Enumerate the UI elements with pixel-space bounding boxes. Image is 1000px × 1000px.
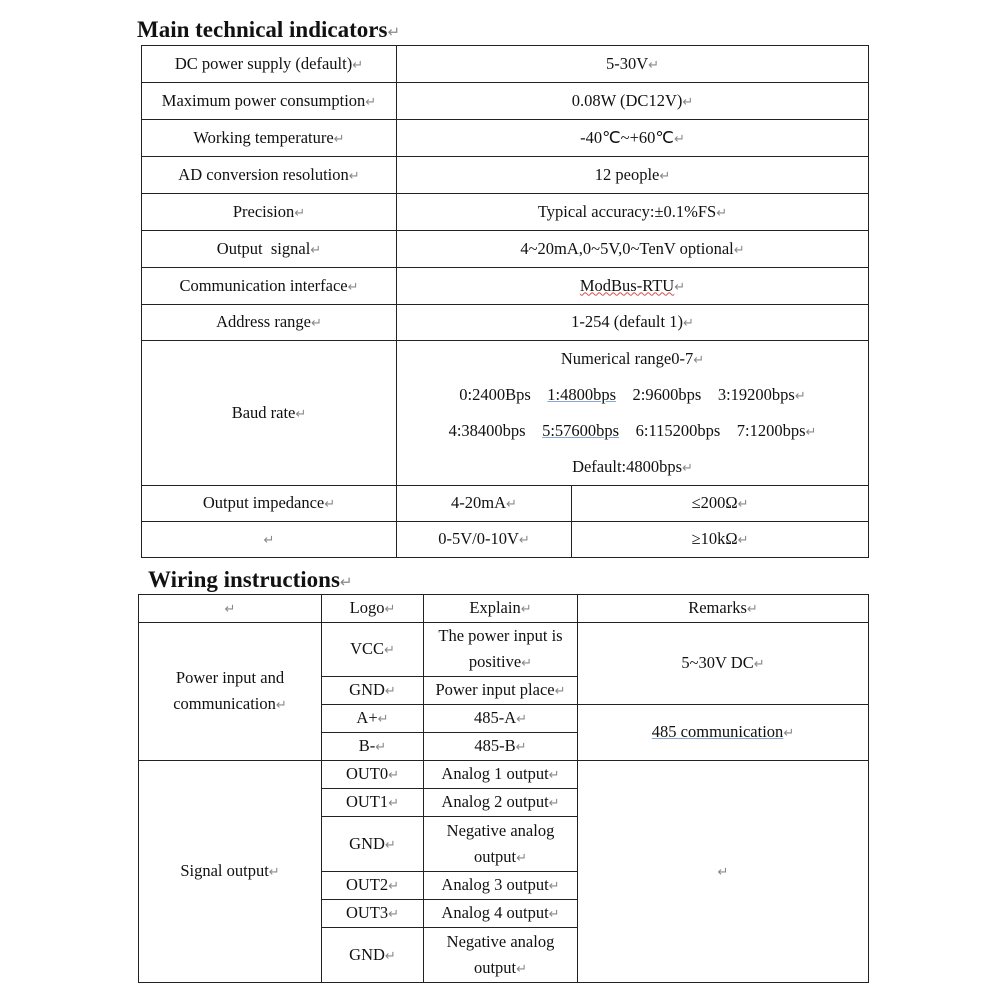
logo-cell: GND↵ bbox=[322, 677, 424, 705]
group-label-signal: Signal output↵ bbox=[139, 761, 322, 983]
baud-default-text: Default:4800bps↵ bbox=[572, 457, 693, 476]
remark-comm: 485 communication↵ bbox=[578, 705, 869, 761]
row-label: Maximum power consumption↵ bbox=[142, 83, 397, 120]
row-value: 4~20mA,0~5V,0~TenV optional↵ bbox=[397, 231, 869, 268]
remark-power: 5~30V DC↵ bbox=[578, 623, 869, 705]
table-header-row bbox=[139, 595, 869, 623]
explain-cell: Analog 2 output↵ bbox=[424, 789, 578, 817]
impedance-type: 0-5V/0-10V↵ bbox=[397, 522, 572, 558]
empty-header-cell: ↵ bbox=[139, 595, 322, 623]
table-row bbox=[142, 120, 869, 157]
group-label-power: Power input and communication↵ bbox=[139, 623, 322, 761]
impedance-type: 4-20mA↵ bbox=[397, 486, 572, 522]
row-value: Typical accuracy:±0.1%FS↵ bbox=[397, 194, 869, 231]
logo-cell: VCC↵ bbox=[322, 623, 424, 677]
explain-cell: Power input place↵ bbox=[424, 677, 578, 705]
logo-cell: OUT2↵ bbox=[322, 872, 424, 900]
remark-empty: ↵ bbox=[578, 761, 869, 983]
impedance-value: ≤200Ω↵ bbox=[572, 486, 869, 522]
row-value: 12 people↵ bbox=[397, 157, 869, 194]
baud-rate-row bbox=[142, 341, 869, 486]
table-row bbox=[142, 157, 869, 194]
explain-cell: Analog 1 output↵ bbox=[424, 761, 578, 789]
baud-range-text: Numerical range0-7↵ bbox=[560, 349, 705, 368]
technical-indicators-table bbox=[141, 45, 869, 558]
impedance-label: Output impedance↵ bbox=[142, 486, 397, 522]
explain-cell: The power input is positive↵ bbox=[424, 623, 578, 677]
table-row bbox=[142, 522, 869, 558]
row-label: Address range↵ bbox=[142, 305, 397, 341]
table-row bbox=[142, 83, 869, 120]
row-value: 0.08W (DC12V)↵ bbox=[397, 83, 869, 120]
logo-cell: OUT0↵ bbox=[322, 761, 424, 789]
row-value: ModBus-RTU↵ bbox=[397, 268, 869, 305]
explain-cell: Analog 4 output↵ bbox=[424, 900, 578, 928]
wiring-instructions-table bbox=[138, 594, 869, 983]
logo-cell: GND↵ bbox=[322, 817, 424, 872]
logo-cell: A+↵ bbox=[322, 705, 424, 733]
row-value: 5-30V↵ bbox=[397, 46, 869, 83]
table-row bbox=[142, 231, 869, 268]
impedance-value: ≥10kΩ↵ bbox=[572, 522, 869, 558]
table-row bbox=[142, 46, 869, 83]
explain-cell: Negative analog output↵ bbox=[424, 817, 578, 872]
logo-cell: B-↵ bbox=[322, 733, 424, 761]
table-row bbox=[139, 761, 869, 789]
baud-rate-values bbox=[397, 341, 869, 486]
section-title-wiring: Wiring instructions↵ bbox=[148, 567, 353, 592]
row-value: 1-254 (default 1)↵ bbox=[397, 305, 869, 341]
row-label: Working temperature↵ bbox=[142, 120, 397, 157]
row-label: Precision↵ bbox=[142, 194, 397, 231]
baud-options-line-1: 0:2400Bps 1:4800bps 2:9600bps 3:19200bps↵ bbox=[459, 385, 806, 404]
row-value: -40℃~+60℃↵ bbox=[397, 120, 869, 157]
baud-rate-label: Baud rate↵ bbox=[142, 341, 397, 486]
table-row bbox=[142, 268, 869, 305]
row-label: DC power supply (default)↵ bbox=[142, 46, 397, 83]
table-row bbox=[142, 305, 869, 341]
table-row bbox=[142, 486, 869, 522]
explain-cell: 485-A↵ bbox=[424, 705, 578, 733]
row-label: Output signal↵ bbox=[142, 231, 397, 268]
header-explain: Explain↵ bbox=[424, 595, 578, 623]
baud-options-line-2: 4:38400bps 5:57600bps 6:115200bps 7:1200bps↵ bbox=[448, 421, 817, 440]
logo-cell: OUT3↵ bbox=[322, 900, 424, 928]
empty-cell: ↵ bbox=[142, 522, 397, 558]
header-logo: Logo↵ bbox=[322, 595, 424, 623]
row-label: Communication interface↵ bbox=[142, 268, 397, 305]
header-remarks: Remarks↵ bbox=[578, 595, 869, 623]
logo-cell: GND↵ bbox=[322, 928, 424, 983]
explain-cell: 485-B↵ bbox=[424, 733, 578, 761]
table-row bbox=[142, 194, 869, 231]
row-label: AD conversion resolution↵ bbox=[142, 157, 397, 194]
explain-cell: Negative analog output↵ bbox=[424, 928, 578, 983]
table-row bbox=[139, 623, 869, 677]
logo-cell: OUT1↵ bbox=[322, 789, 424, 817]
section-title-technical: Main technical indicators↵ bbox=[137, 17, 401, 42]
explain-cell: Analog 3 output↵ bbox=[424, 872, 578, 900]
